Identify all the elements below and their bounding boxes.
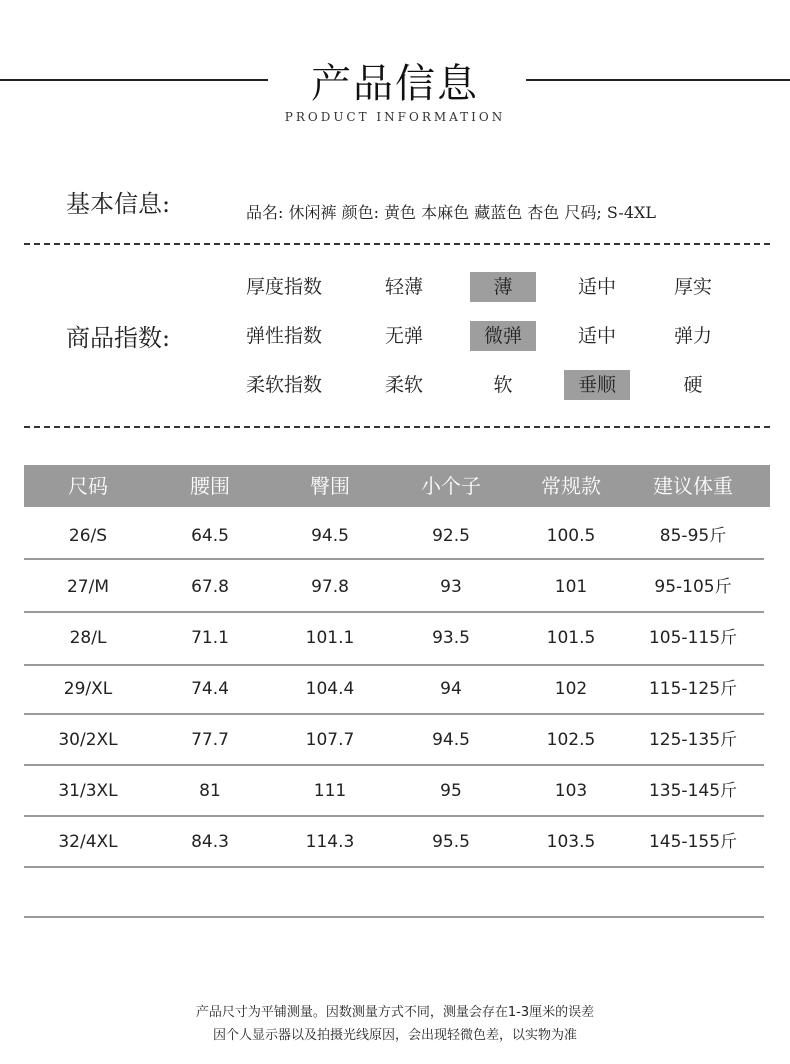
table-cell: 94.5 <box>432 730 470 750</box>
table-row <box>24 715 764 766</box>
table-cell: 67.8 <box>191 577 229 597</box>
table-row-divider <box>24 611 764 613</box>
table-cell: 105-115斤 <box>648 628 738 648</box>
table-row-divider <box>24 866 764 868</box>
table-cell: 103.5 <box>546 832 596 852</box>
table-cell: 145-155斤 <box>648 832 738 852</box>
table-cell: 71.1 <box>191 628 229 648</box>
table-cell: 101.1 <box>305 628 355 648</box>
index-option: 轻薄 <box>384 276 423 298</box>
table-cell: 95 <box>440 781 462 801</box>
product-index-label: 商品指数: <box>66 324 171 352</box>
table-cell: 100.5 <box>546 526 596 546</box>
table-cell: 64.5 <box>191 526 229 546</box>
index-option: 适中 <box>577 276 616 298</box>
table-cell: 77.7 <box>191 730 229 750</box>
table-row-divider <box>24 764 764 766</box>
table-row <box>24 664 764 715</box>
index-row-name: 柔软指数 <box>246 374 323 396</box>
table-cell: 32/4XL <box>58 832 118 852</box>
table-cell: 94 <box>440 679 462 699</box>
table-cell: 28/L <box>69 628 107 648</box>
table-cell: 31/3XL <box>58 781 118 801</box>
page-subtitle: PRODUCT INFORMATION <box>284 110 506 124</box>
divider-dashed-top <box>24 243 770 245</box>
table-cell: 84.3 <box>191 832 229 852</box>
footer-note-color: 因个人显示器以及拍摄光线原因，会出现轻微色差，以实物为准 <box>212 1028 577 1043</box>
table-cell: 103 <box>554 781 588 801</box>
table-cell: 101.5 <box>546 628 596 648</box>
table-cell: 95-105斤 <box>654 577 732 597</box>
table-cell: 111 <box>313 781 347 801</box>
basic-info-text: 品名: 休闲裤 颜色: 黄色 本麻色 藏蓝色 杏色 尺码; S-4XL <box>246 203 657 222</box>
table-cell: 30/2XL <box>58 730 118 750</box>
index-option: 软 <box>493 374 513 396</box>
table-cell: 93 <box>440 577 462 597</box>
divider-dashed-bottom <box>24 426 770 428</box>
index-option: 硬 <box>683 374 703 396</box>
basic-info-label: 基本信息: <box>66 190 171 218</box>
table-row <box>24 817 764 868</box>
table-row-divider <box>24 558 764 560</box>
table-cell: 93.5 <box>432 628 470 648</box>
table-header-cell: 小个子 <box>421 474 481 498</box>
table-row-divider <box>24 815 764 817</box>
table-cell: 27/M <box>66 577 110 597</box>
table-header-cell: 建议体重 <box>653 474 733 498</box>
table-cell: 26/S <box>68 526 108 546</box>
table-row-divider <box>24 664 764 666</box>
table-cell: 29/XL <box>63 679 113 699</box>
index-option-selected: 薄 <box>470 272 536 302</box>
index-row-name: 厚度指数 <box>246 276 323 298</box>
index-option: 柔软 <box>384 374 423 396</box>
page-title: 产品信息 <box>311 61 479 107</box>
table-cell: 107.7 <box>305 730 355 750</box>
size-table-header <box>24 465 770 507</box>
index-option: 厚实 <box>673 276 712 298</box>
table-cell: 102.5 <box>546 730 596 750</box>
table-cell: 97.8 <box>311 577 349 597</box>
table-cell: 92.5 <box>432 526 470 546</box>
table-cell: 74.4 <box>191 679 229 699</box>
index-option-selected: 微弹 <box>470 321 536 351</box>
table-header-cell: 常规款 <box>541 474 601 498</box>
index-row-name: 弹性指数 <box>246 325 323 347</box>
index-option: 弹力 <box>673 325 712 347</box>
table-cell: 102 <box>554 679 588 699</box>
table-cell: 94.5 <box>311 526 349 546</box>
table-row <box>24 766 764 817</box>
table-cell: 115-125斤 <box>648 679 738 699</box>
table-cell: 101 <box>554 577 588 597</box>
table-cell: 135-145斤 <box>648 781 738 801</box>
table-row <box>24 511 764 562</box>
footer-note-measurement: 产品尺寸为平铺测量。因数测量方式不同，测量会存在1-3厘米的误差 <box>195 1005 595 1020</box>
table-cell: 125-135斤 <box>648 730 738 750</box>
table-header-cell: 腰围 <box>190 474 230 498</box>
index-option-selected: 垂顺 <box>564 370 630 400</box>
table-row-divider <box>24 916 764 918</box>
table-cell: 81 <box>199 781 221 801</box>
table-cell: 85-95斤 <box>659 526 727 546</box>
index-option: 适中 <box>577 325 616 347</box>
table-header-cell: 尺码 <box>68 474 108 498</box>
table-row <box>24 562 764 613</box>
table-cell: 104.4 <box>305 679 355 699</box>
table-cell: 114.3 <box>305 832 355 852</box>
table-header-cell: 臀围 <box>310 474 350 498</box>
index-option: 无弹 <box>384 325 423 347</box>
table-row <box>24 613 764 664</box>
table-cell: 95.5 <box>432 832 470 852</box>
table-row-divider <box>24 713 764 715</box>
